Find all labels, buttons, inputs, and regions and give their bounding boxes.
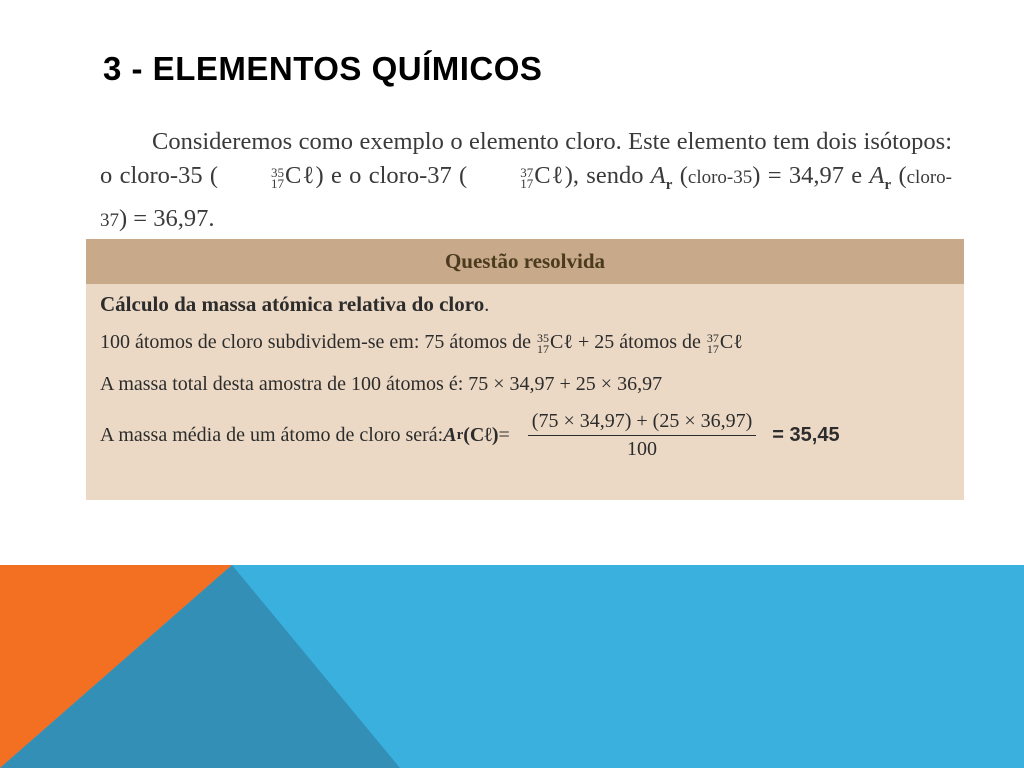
fraction xyxy=(528,410,756,461)
box-header: Questão resolvida xyxy=(86,239,964,284)
box-line-1: 100 átomos de cloro subdividem-se em: 75 átomos de 35 17 Cℓ + 25 átomos de 37 17 Cℓ xyxy=(100,331,743,356)
label-cloro-35: cloro-35 xyxy=(687,167,753,188)
fraction-numerator: (75 × 34,97) + (25 × 36,97) xyxy=(528,410,756,436)
box-body xyxy=(86,284,964,461)
ar-symbol: A xyxy=(650,162,666,189)
solved-question-box xyxy=(86,239,964,500)
slide-title: 3 - ELEMENTOS QUÍMICOS xyxy=(103,50,543,87)
intro-text-2: ) e o cloro-37 ( xyxy=(315,162,468,189)
intro-paragraph: Consideremos como exemplo o elemento cloro. Este elemento tem dois isótopos: o cloro-35 ( 35 17 Cℓ) e o cloro-37 ( 37 17 Cℓ), sendo $A_r$ (cloro-35) = 34,97 e $A_r$ (cloro-37) = 36,97. xyxy=(100,128,952,232)
result-value: = 35,45 xyxy=(772,424,840,446)
chlorine-symbol: Cℓ xyxy=(285,162,316,189)
box-heading: Cálculo da massa atómica relativa do cloro. xyxy=(100,292,490,316)
isotope-cl37-notation: 37 17 xyxy=(706,331,719,356)
isotope-cl35-notation: 35 17 xyxy=(537,331,550,356)
value-cloro-35: ) = 34,97 e xyxy=(752,162,870,189)
box-line-3: A massa média de um átomo de cloro será: A r (Cℓ) = $\frac{(75 \times 34,97) + (25 \times 36,97)}{100}$ = 35,45 xyxy=(100,410,840,460)
value-cloro-37: ) = 36,97. xyxy=(119,204,215,232)
fraction-denominator: 100 xyxy=(627,438,658,460)
chlorine-symbol: Cℓ xyxy=(534,162,565,189)
intro-text-3: ), sendo xyxy=(564,162,651,189)
box-line-2: A massa total desta amostra de 100 átomos é: 75 × 34,97 + 25 × 36,97 xyxy=(100,373,663,395)
intro-text-1: Consideremos como exemplo o elemento cloro. Este elemento tem dois isótopos: o cloro-35 ( xyxy=(100,128,952,189)
label-cloro-37: cloro-37 xyxy=(100,167,952,231)
isotope-cl35-notation: 35 17 xyxy=(271,165,285,191)
decorative-footer-shapes xyxy=(0,565,1024,768)
ar-symbol: A xyxy=(869,162,885,189)
isotope-cl37-notation: 37 17 xyxy=(520,165,534,191)
